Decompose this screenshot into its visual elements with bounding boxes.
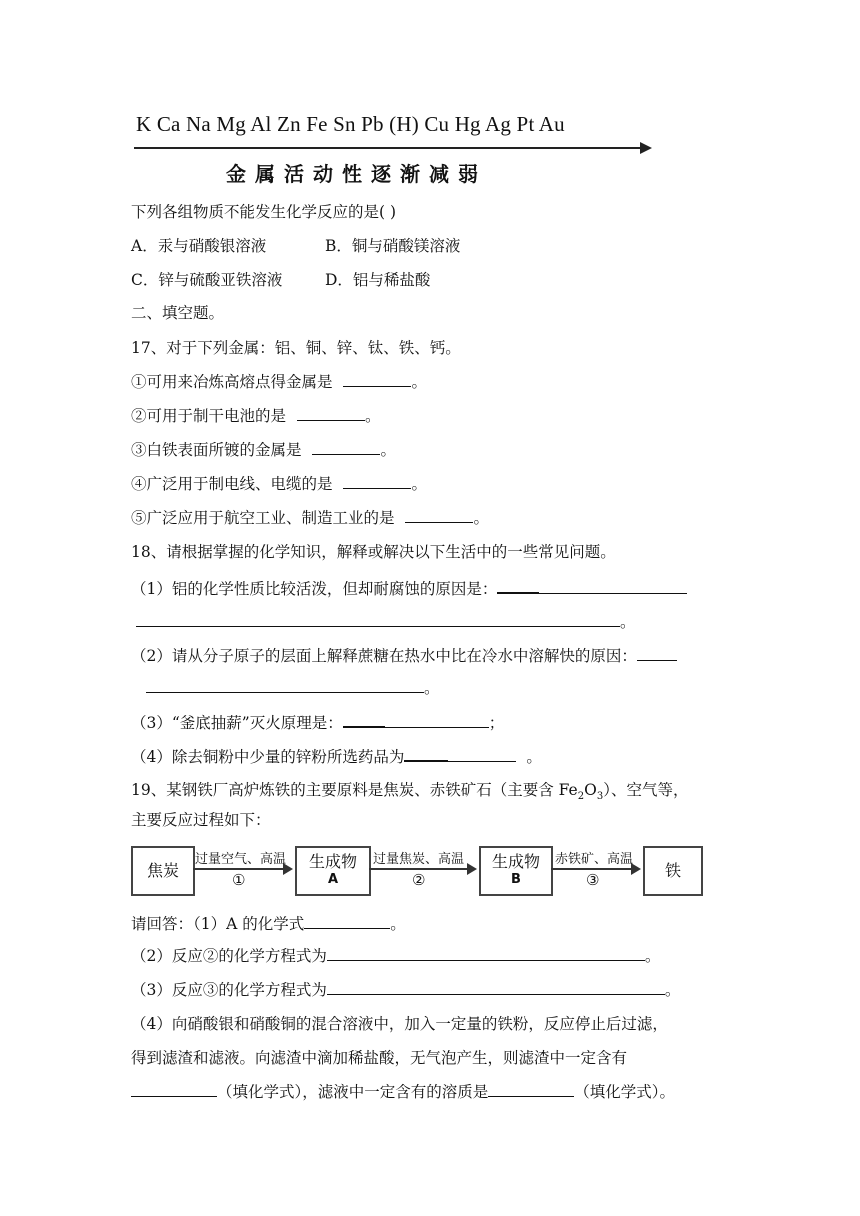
section-title: 二、填空题。 <box>131 304 225 322</box>
q17-item: ④广泛用于制电线、电缆的是 。 <box>131 475 427 493</box>
q16-option-b: B．铜与硝酸镁溶液 <box>325 237 461 255</box>
flow-arrow-3 <box>551 868 631 870</box>
q17-item-text: ④广泛用于制电线、电缆的是 <box>131 475 333 493</box>
q19-stem-2: 主要反应过程如下： <box>131 811 271 829</box>
q18-part1-cont: 。 <box>136 612 636 632</box>
q19-answer-2: （2）反应②的化学方程式为 。 <box>131 947 661 965</box>
q18-part2: （2）请从分子原子的层面上解释蔗糖在热水中比在冷水中溶解快的原因： <box>131 646 677 666</box>
q19-answer-4-line2: 得到滤渣和滤液。向滤渣中滴加稀盐酸，无气泡产生，则滤渣中一定含有 <box>131 1049 628 1067</box>
q16-option-d: D．铝与稀盐酸 <box>325 271 431 289</box>
flow-step-3: ③ <box>586 871 600 889</box>
activity-series-label: 金属活动性逐渐减弱 <box>226 162 487 186</box>
flow-box-coke: 焦炭 <box>131 846 195 896</box>
answer-blank[interactable] <box>304 914 390 929</box>
q19-answer-1: 请回答：（1）A 的化学式 。 <box>131 915 406 933</box>
flow-arrow-1 <box>193 868 283 870</box>
arrow-right-icon <box>467 863 477 875</box>
flow-condition-1: 过量空气、高温 <box>195 852 287 867</box>
answer-blank[interactable] <box>327 946 645 961</box>
q19-answer-3: （3）反应③的化学方程式为 。 <box>131 981 681 999</box>
q18-part3: （3）“釜底抽薪”灭火原理是： ； <box>131 714 505 732</box>
answer-blank[interactable] <box>146 678 424 693</box>
answer-blank[interactable] <box>327 980 665 995</box>
q17-item-text: ②可用于制干电池的是 <box>131 407 287 425</box>
arrow-right-icon <box>640 142 652 154</box>
answer-blank[interactable] <box>488 1082 574 1097</box>
flow-box-product-a: 生成物 A <box>295 846 371 896</box>
q17-item: ⑤广泛应用于航空工业、制造工业的是 。 <box>131 509 489 527</box>
answer-blank[interactable] <box>448 747 516 762</box>
answer-blank[interactable] <box>405 508 473 523</box>
arrow-right-icon <box>631 863 641 875</box>
answer-blank[interactable] <box>497 578 539 594</box>
activity-arrow-line <box>134 147 644 149</box>
q17-stem: 17、对于下列金属：铝、铜、锌、钛、铁、钙。 <box>131 339 461 357</box>
q18-part4: （4）除去铜粉中少量的锌粉所选药品为 。 <box>131 748 542 766</box>
answer-blank[interactable] <box>136 612 620 627</box>
answer-blank[interactable] <box>404 746 448 762</box>
q19-answer-4-line3: （填化学式），滤液中一定含有的溶质是 （填化学式）。 <box>131 1082 675 1102</box>
flow-arrow-2 <box>369 868 467 870</box>
q17-item-text: ③白铁表面所镀的金属是 <box>131 441 302 459</box>
flow-box-iron: 铁 <box>643 846 703 896</box>
q19-stem: 19、某钢铁厂高炉炼铁的主要原料是焦炭、赤铁矿石（主要含 $Fe_2O_3$）、空气等， <box>131 781 689 803</box>
answer-blank[interactable] <box>131 1082 217 1097</box>
q18-part1: （1）铝的化学性质比较活泼，但却耐腐蚀的原因是： <box>131 578 687 599</box>
answer-blank[interactable] <box>343 372 411 387</box>
q16-stem: 下列各组物质不能发生化学反应的是( ) <box>131 203 397 221</box>
flow-condition-3: 赤铁矿、高温 <box>555 852 634 867</box>
answer-blank[interactable] <box>385 713 489 728</box>
answer-blank[interactable] <box>343 474 411 489</box>
flow-condition-2: 过量焦炭、高温 <box>373 852 465 867</box>
answer-blank[interactable] <box>539 579 687 594</box>
q17-item: ③白铁表面所镀的金属是 。 <box>131 441 396 459</box>
answer-blank[interactable] <box>297 406 365 421</box>
activity-series-metals: K Ca Na Mg Al Zn Fe Sn Pb (H) Cu Hg Ag Pt Au <box>136 112 565 136</box>
flow-step-1: ① <box>232 871 246 889</box>
flow-step-2: ② <box>412 871 426 889</box>
q19-answer-4-line1: （4）向硝酸银和硝酸铜的混合溶液中，加入一定量的铁粉，反应停止后过滤， <box>131 1015 668 1033</box>
answer-blank[interactable] <box>312 440 380 455</box>
flow-box-product-b: 生成物 B <box>479 846 553 896</box>
q18-part2-cont: 。 <box>146 678 440 698</box>
q17-item: ②可用于制干电池的是 。 <box>131 407 381 425</box>
q17-item-text: ①可用来冶炼高熔点得金属是 <box>131 373 333 391</box>
q18-stem: 18、请根据掌握的化学知识，解释或解决以下生活中的一些常见问题。 <box>131 543 616 561</box>
arrow-right-icon <box>283 863 293 875</box>
q16-option-a: A．汞与硝酸银溶液 <box>131 237 267 255</box>
q17-item-text: ⑤广泛应用于航空工业、制造工业的是 <box>131 509 395 527</box>
answer-blank[interactable] <box>637 646 677 661</box>
q17-item: ①可用来冶炼高熔点得金属是 。 <box>131 373 427 391</box>
answer-blank[interactable] <box>343 712 385 728</box>
q16-option-c: C．锌与硫酸亚铁溶液 <box>131 271 283 289</box>
